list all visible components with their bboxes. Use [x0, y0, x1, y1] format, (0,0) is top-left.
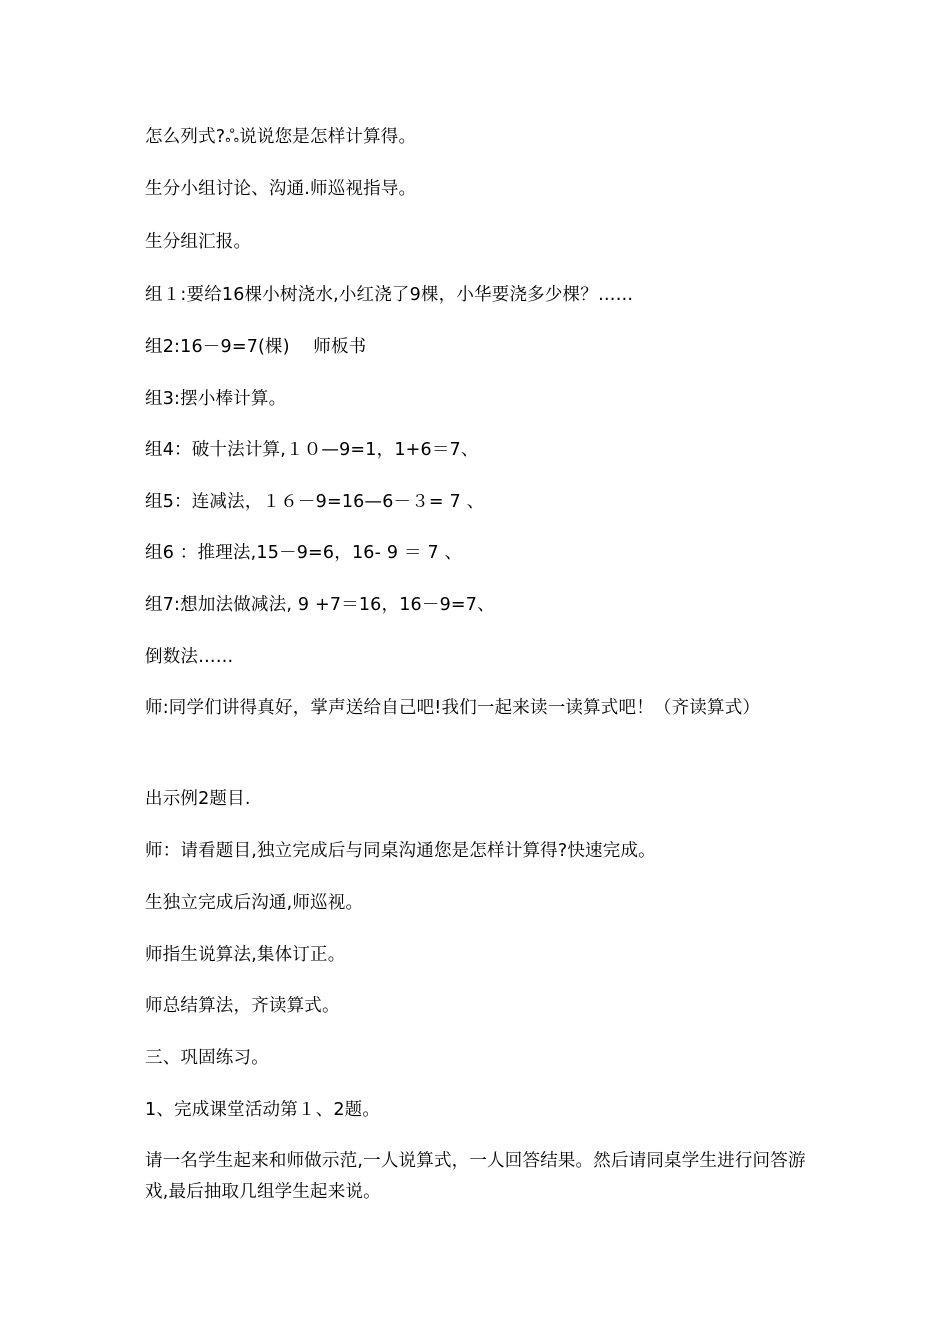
paragraph: 生独立完成后沟通,师巡视。	[145, 893, 364, 913]
paragraph: 1、完成课堂活动第１、2题。	[145, 1100, 381, 1120]
paragraph: 怎么列式?ஃ说说您是怎样计算得。	[145, 127, 417, 147]
paragraph: 组6 ：推理法,15－9=6，16- 9 ＝ 7 、	[145, 543, 463, 563]
paragraph: 组4：破十法计算,１０—9=1，1+6＝7、	[145, 440, 479, 460]
paragraph: 师总结算法，齐读算式。	[145, 996, 340, 1016]
section-heading: 三、巩固练习。	[145, 1048, 269, 1068]
paragraph: 请一名学生起来和师做示范,一人说算式，一人回答结果。然后请同桌学生进行问答游戏,最后抽取几组学生起来说。	[145, 1151, 806, 1202]
paragraph: 出示例2题目.	[145, 789, 251, 809]
paragraph: 师:同学们讲得真好，掌声送给自己吧!我们一起来读一读算式吧！（齐读算式）	[145, 698, 761, 718]
paragraph: 师：请看题目,独立完成后与同桌沟通您是怎样计算得?快速完成。	[145, 841, 656, 861]
paragraph: 师指生说算法,集体订正。	[145, 945, 346, 965]
paragraph: 组3:摆小棒计算。	[145, 389, 287, 409]
paragraph: 组5：连减法，１６－9=16—6－３= 7 、	[145, 492, 485, 512]
paragraph: 组１:要给16棵小树浇水,小红浇了9棵，小华要浇多少棵？……	[145, 285, 634, 305]
paragraph: 倒数法……	[145, 647, 234, 667]
paragraph: 生分小组讨论、沟通.师巡视指导。	[145, 179, 417, 199]
paragraph: 生分组汇报。	[145, 232, 252, 252]
paragraph: 组7:想加法做减法, 9 +7＝16，16－9=7、	[145, 595, 495, 615]
paragraph: 组2:16－9=7(棵) 师板书	[145, 337, 367, 357]
